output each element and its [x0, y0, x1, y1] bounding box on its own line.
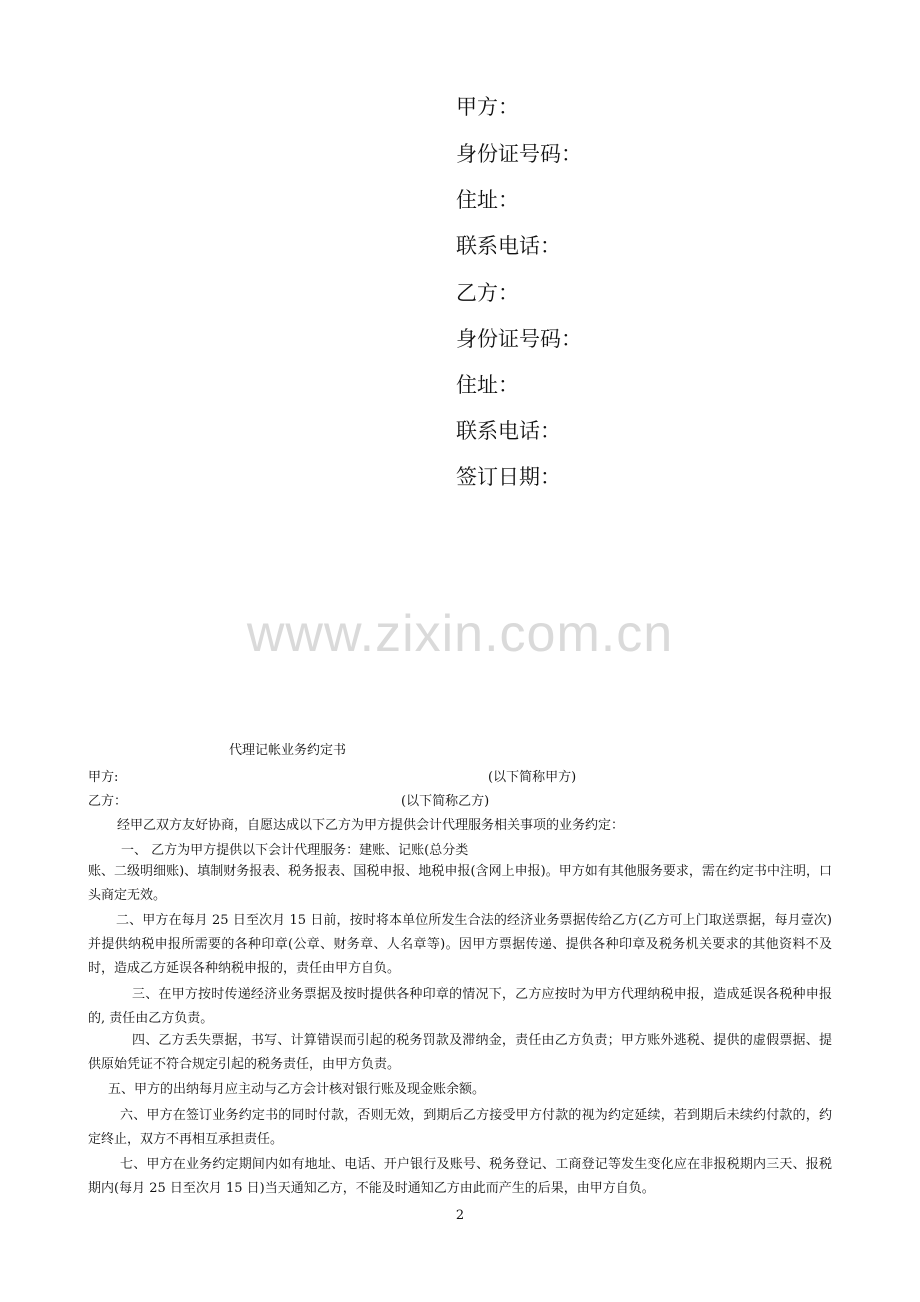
clause-3: 三、在甲方按时传递经济业务票据及按时提供各种印章的情况下，乙方应按时为甲方代理纳税申报，造成延误各税种申报的, 责任由乙方负责。 — [88, 987, 832, 1026]
party-a-label: 甲方: — [88, 770, 119, 785]
party-a-alias: (以下简称甲方) — [488, 770, 577, 785]
party-a-id-field: 身份证号码： — [456, 142, 582, 166]
watermark: www.zixin.com.cn — [246, 605, 674, 663]
party-b-alias: (以下简称乙方) — [401, 794, 490, 809]
clause-2: 二、甲方在每月 25 日至次月 15 日前，按时将本单位所发生合法的经济业务票据传给乙方(乙方可上门取送票据，每月壹次)并提供纳税申报所需要的各种印章(公章、财务章、人名章等)。因甲方票据传递、提供各种印章及税务机关要求的其他资料不及时，造成乙方延误各种纳税申报的，责任由甲方自负。 — [88, 913, 832, 976]
intro-paragraph: 经甲乙双方友好协商，自愿达成以下乙方为甲方提供会计代理服务相关事项的业务约定： — [117, 818, 625, 833]
party-b-field: 乙方： — [456, 281, 519, 305]
clause-1-continuation: 账、二级明细账)、填制财务报表、税务报表、国税申报、地税申报(含网上申报)。甲方如有其他服务要求，需在约定书中注明，口头商定无效。 — [88, 864, 832, 903]
clause-7: 七、甲方在业务约定期间内如有地址、电话、开户银行及账号、税务登记、工商登记等发生变化应在非报税期内三天、报税期内(每月 25 日至次月 15 日)当天通知乙方，不能及时通知乙方由此而产生的后果，由甲方自负。 — [88, 1157, 832, 1196]
party-b-phone-field: 联系电话： — [456, 419, 561, 443]
party-a-phone-field: 联系电话： — [456, 234, 561, 258]
clause-5: 五、甲方的出纳每月应主动与乙方会计核对银行账及现金账余额。 — [108, 1082, 486, 1097]
party-a-address-field: 住址： — [456, 188, 519, 212]
sign-date-field: 签订日期： — [456, 465, 561, 489]
party-b-address-field: 住址： — [456, 373, 519, 397]
party-b-label: 乙方： — [88, 794, 128, 809]
clause-1-first-line: 一、 乙方为甲方提供以下会计代理服务：建账、记账(总分类 — [121, 843, 469, 858]
clause-4: 四、乙方丢失票据，书写、计算错误而引起的税务罚款及滞纳金，责任由乙方负责；甲方账外逃税、提供的虚假票据、提供原始凭证不符合规定引起的税务责任，由甲方负责。 — [88, 1033, 832, 1072]
clause-6: 六、甲方在签订业务约定书的同时付款，否则无效，到期后乙方接受甲方付款的视为约定延续，若到期后未续约付款的，约定终止，双方不再相互承担责任。 — [88, 1108, 832, 1147]
agreement-title: 代理记帐业务约定书 — [229, 743, 347, 758]
page-number: 2 — [455, 1208, 465, 1223]
party-b-id-field: 身份证号码： — [456, 327, 582, 351]
party-a-field: 甲方： — [456, 95, 519, 119]
